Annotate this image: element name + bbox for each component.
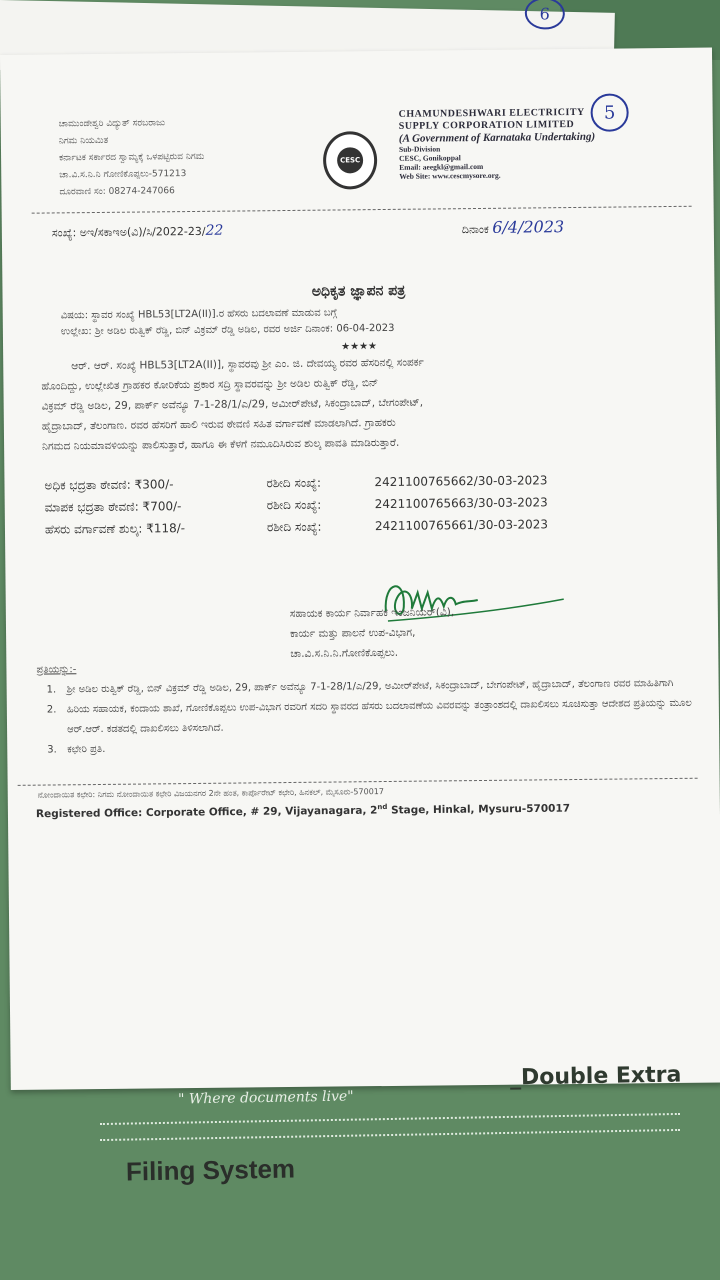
handwritten-ref: 22 — [205, 222, 224, 239]
handwritten-date: 6/4/2023 — [492, 217, 565, 237]
fee-label: ಮಾಪಕ ಭದ್ರತಾ ಠೇವಣಿ: ₹700/- — [44, 499, 182, 515]
folder-brand: _Double Extra — [509, 1062, 682, 1091]
company-logo — [323, 131, 378, 190]
copy-number: 1. — [46, 684, 57, 696]
subject-line: ವಿಷಯ: ಸ್ಥಾವರ ಸಂಖ್ಯೆ HBL53[LT2A(II)].ರ ಹೆಸರು ಬದಲಾವಣೆ ಮಾಡುವ ಬಗ್ಗೆ — [60, 307, 338, 322]
copy-text: ಕಛೇರಿ ಪ್ರತಿ. — [67, 743, 106, 756]
letter-page — [0, 48, 720, 1090]
signatory-line: ಕಾರ್ಯ ಮತ್ತು ಪಾಲನೆ ಉಪ-ವಿಭಾಗ, — [290, 626, 416, 640]
receipt-number: 2421100765661/30-03-2023 — [374, 517, 549, 534]
office-line: CESC, Gonikoppal — [399, 153, 461, 163]
reference-line: ಉಲ್ಲೇಖ: ಶ್ರೀ ಅಡಿಲ ರುತ್ವಿಕ್ ರೆಡ್ಡಿ, ಬಿನ್ ವಿಕ್ರಮ್ ರೆಡ್ಡಿ ಅಡಿಲ, ರವರ ಅರ್ಜಿ ದಿನಾಂಕ: 06-04-2023 — [60, 322, 395, 338]
page-number-circle: 5 — [590, 93, 628, 131]
folder-tagline: " Where documents live" — [177, 1088, 354, 1108]
footer-superscript: nd — [377, 802, 388, 812]
letterhead-english — [399, 106, 690, 181]
document-title: ಅಧಿಕೃತ ಜ್ಞಾಪನ ಪತ್ರ — [311, 282, 406, 300]
reference-number: ಸಂಖ್ಯೆ: ಅಇ/ಸಕಾಇಅ(ವಿ)/ಸಿ/2022-23/ — [51, 224, 206, 240]
body-line: ಹೊಂದಿದ್ದು, ಉಲ್ಲೇಖಿತ ಗ್ರಾಹಕರ ಕೋರಿಕೆಯ ಪ್ರಕಾರ ಸದ್ರಿ ಸ್ಥಾವರವನ್ನು ಶ್ರೀ ಅಡಿಲ ರುತ್ವಿಕ್ ರೆಡ್ಡಿ, ಬಿನ್ — [41, 377, 379, 393]
reference-line — [52, 218, 692, 249]
letterhead-line: ಕರ್ನಾಟಕ ಸರ್ಕಾರದ ಸ್ವಾಮ್ಯಕ್ಕೆ ಒಳಪಟ್ಟಿರುವ ನಿಗಮ — [59, 151, 205, 164]
page-number-circle: 6 — [524, 0, 566, 31]
body-paragraph — [41, 350, 692, 457]
copy-text: ಹಿರಿಯ ಸಹಾಯಕ, ಕಂದಾಯ ಶಾಖೆ, ಗೋಣಿಕೊಪ್ಪಲು ಉಪ-ವಿಭಾಗ ರವರಿಗೆ ಸದರಿ ಸ್ಥಾವರದ ಹೆಸರು ಬದಲಾವಣೆಯ ವಿವರವನ್ನು ತಂತ್ರಾಂಶದಲ್ಲಿ ದಾಖಲಿಸಲು ಸೂಚಿಸುತ್ತಾ ಆದೇಶದ ಪ್ರತಿಯನ್ನು ಮೂಲ ಆರ್.ಆರ್. ಕಡತದಲ್ಲಿ ದಾಖಲಿಸಲು ತಿಳಿಸಲಾಗಿದೆ. — [66, 697, 692, 736]
letterhead-line: ಚಾಮುಂಡೇಶ್ವರಿ ವಿದ್ಯುತ್ ಸರಬರಾಜು — [58, 118, 166, 130]
letterhead-line: ಚಾ.ವಿ.ಸ.ನಿ.ನಿ ಗೋಣಿಕೊಪ್ಪಲು-571213 — [59, 169, 187, 181]
signatory-line: ಚಾ.ವಿ.ಸ.ನಿ.ನಿ.ಗೋಣಿಕೊಪ್ಪಲು. — [290, 646, 399, 660]
copies-heading: ಪ್ರತಿಯನ್ನು:- — [36, 664, 77, 676]
fee-label: ಹೆಸರು ವರ್ಗಾವಣೆ ಶುಲ್ಕ: ₹118/- — [44, 521, 186, 537]
separator-stars: ★★★★ — [341, 341, 378, 353]
letterhead-line: ನಿಗಮ ನಿಯಮಿತ — [58, 135, 109, 147]
email-line: Email: aeegkl@gmail.com — [399, 161, 484, 172]
copies-list — [36, 654, 697, 761]
receipt-label: ರಶೀದಿ ಸಂಖ್ಯೆ: — [266, 519, 322, 535]
footer-text: Registered Office: Corporate Office, # 29, Vijayanagara, 2 — [35, 804, 378, 821]
folder-ornament — [100, 1113, 680, 1141]
header-divider — [32, 206, 692, 214]
receipt-label: ರಶೀದಿ ಸಂಖ್ಯೆ: — [266, 475, 322, 491]
fee-table — [44, 472, 695, 545]
body-line: ಆರ್. ಆರ್. ಸಂಖ್ಯೆ HBL53[LT2A(II)], ಸ್ಥಾವರವು ಶ್ರೀ ಎಂ. ಜಿ. ದೇವಯ್ಯ ರವರ ಹೆಸರಿನಲ್ಲಿ ಸಂಪರ್ಕ — [71, 356, 424, 373]
letterhead-kannada — [59, 114, 270, 201]
folder-title: Filing System — [125, 1153, 296, 1187]
government-line: (A Government of Karnataka Undertaking) — [398, 130, 596, 145]
company-name: CHAMUNDESHWARI ELECTRICITY SUPPLY CORPORATION LIMITED — [398, 106, 585, 132]
copy-number: 2. — [46, 704, 57, 716]
body-line: ಹೈದ್ರಾಬಾದ್, ತೆಲಂಗಾಣ. ರವರ ಹೆಸರಿಗೆ ಹಾಲಿ ಇರುವ ಠೇವಣಿ ಸಹಿತ ವರ್ಗಾವಣೆ ಮಾಡಲಾಗಿದೆ. ಗ್ರಾಹಕರು — [41, 416, 396, 433]
subject-block — [61, 302, 701, 341]
body-line: ವಿಕ್ರಮ್ ರೆಡ್ಡಿ ಅಡಿಲ, 29, ಪಾರ್ಕ್ ಅವೆನ್ಯೂ 7-1-28/1/ಎ/29, ಅಮೀರ್‌ಪೇಟೆ, ಸಿಕಂದ್ರಾಬಾದ್, ಬೇಗಂಪೇಟ್, — [41, 396, 424, 413]
receipt-number: 2421100765662/30-03-2023 — [374, 473, 548, 490]
registered-office — [36, 801, 570, 820]
logo-mark: CESC — [337, 147, 363, 173]
body-line: ನಿಗಮದ ನಿಯಮಾವಳಿಯನ್ನು ಪಾಲಿಸುತ್ತಾರೆ, ಹಾಗೂ ಈ ಕೆಳಗೆ ನಮೂದಿಸಿರುವ ಶುಲ್ಕ ಪಾವತಿ ಮಾಡಿರುತ್ತಾರೆ. — [42, 436, 400, 453]
fee-label: ಅಧಿಕ ಭದ್ರತಾ ಠೇವಣಿ: ₹300/- — [44, 477, 174, 493]
copy-item — [37, 694, 697, 741]
copy-text: ಶ್ರೀ ಅಡಿಲ ರುತ್ವಿಕ್ ರೆಡ್ಡಿ, ಬಿನ್ ವಿಕ್ರಮ್ ರೆಡ್ಡಿ ಅಡಿಲ, 29, ಪಾರ್ಕ್ ಅವೆನ್ಯೂ 7-1-28/1/ಎ/29, ಅಮೀರ್‌ಪೇಟೆ, ಸಿಕಂದ್ರಾಬಾದ್, ಬೇಗಂಪೇಟ್, ಹೈದ್ರಾಬಾದ್, ತೆಲಂಗಾಣ ರವರ ಮಾಹಿತಿಗಾಗಿ — [66, 677, 674, 696]
copy-number: 3. — [47, 744, 57, 756]
footer-kannada: ನೋಂದಾಯಿತ ಕಛೇರಿ: ನಿಗಮ ನೋಂದಾಯಿತ ಕಛೇರಿ ವಿಜಯನಗರ 2ನೇ ಹಂತ, ಕಾರ್ಪೊರೇಟ್ ಕಛೇರಿ, ಹಿನಕಲ್, ಮೈಸೂರು-570017 — [37, 787, 384, 800]
signatory-line: ಸಹಾಯಕ ಕಾರ್ಯ ನಿರ್ವಾಹಕ ಇಂಜನಿಯರ್(ವಿ), — [289, 606, 455, 620]
letterhead-line: ದೂರವಾಣಿ ಸಂ: 08274-247066 — [59, 186, 175, 198]
date-label: ದಿನಾಂಕ — [461, 222, 489, 237]
receipt-number: 2421100765663/30-03-2023 — [374, 495, 548, 512]
office-line: Sub-Division — [398, 144, 441, 154]
footer-text: Stage, Hinkal, Mysuru-570017 — [387, 802, 571, 817]
website-line: Web Site: www.cescmysore.org. — [399, 170, 501, 181]
date-field — [462, 217, 564, 237]
receipt-label: ರಶೀದಿ ಸಂಖ್ಯೆ: — [266, 497, 322, 513]
